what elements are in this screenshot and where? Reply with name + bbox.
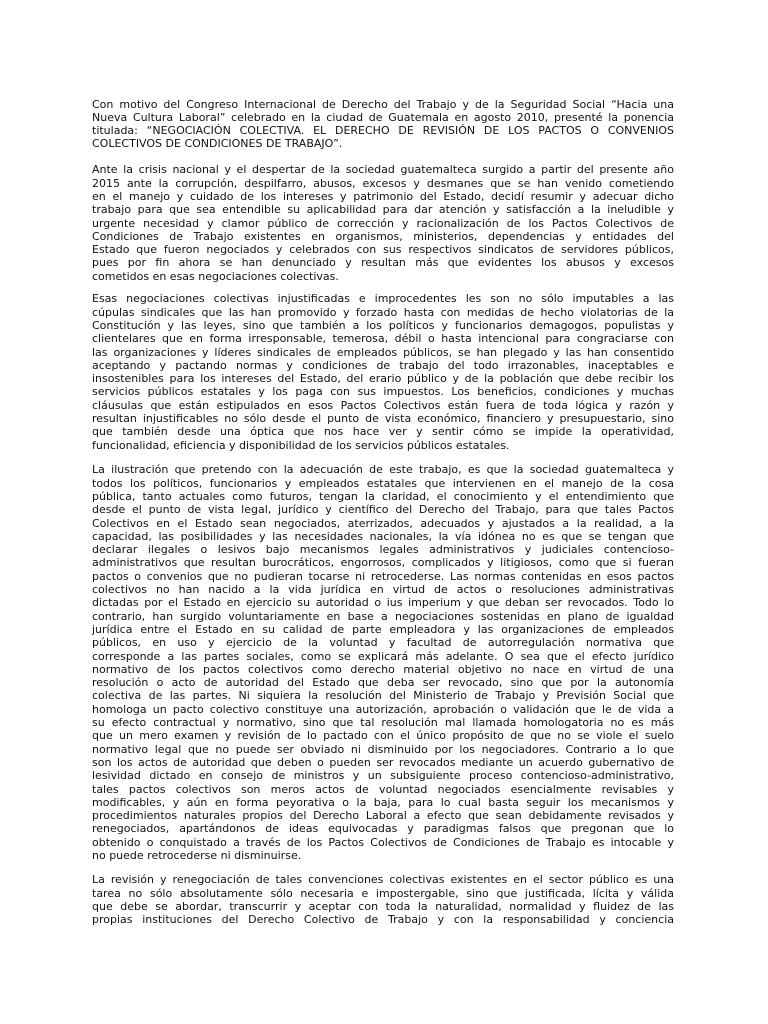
text-line: las organizaciones y líderes sindicales de empleados públicos, se han plegado y las han consentido [92,345,674,359]
text-line: que un mero examen y revisión de lo pactado con el único propósito de que no se viole el suelo [92,729,674,743]
text-line: insostenibles para los intereses del Estado, del erario público y de la población que debe recibir los [92,372,674,386]
paragraph-4 [92,463,674,862]
text-line: declarar ilegales o lesivos bajo mecanismos legales administrativos y judiciales contencioso- [92,543,674,557]
text-line: pública, tanto actuales como futuros, tengan la claridad, el conocimiento y el entendimiento que [92,489,674,503]
text-line: administrativos que resultan burocráticos, engorrosos, complicados y litigiosos, como que si fueran [92,556,674,570]
text-line: procedimientos naturales propios del Derecho Laboral a efecto que sean debidamente revisados y [92,809,674,823]
text-line: en el manejo y cuidado de los intereses y patrimonio del Estado, decidí resumir y adecuar dicho [92,189,674,203]
text-line: Con motivo del Congreso Internacional de Derecho del Trabajo y de la Seguridad Social “Hacia una [92,97,674,111]
text-line: Nueva Cultura Laboral” celebrado en la ciudad de Guatemala en agosto 2010, presenté la ponencia [92,110,674,124]
text-line: colectivos no han nacido a la vida jurídica en virtud de actos o resoluciones administrativas [92,583,674,597]
text-line: Estado que fueron negociados y celebrados con sus respectivos sindicatos de servidores públicos, [92,243,674,257]
text-line: cláusulas que están estipulados en esos Pactos Colectivos están fuera de toda lógica y razón y [92,398,674,412]
text-line: La ilustración que pretendo con la adecuación de este trabajo, es que la sociedad guatemalteca y [92,463,674,477]
text-line: servicios públicos estatales y los paga con sus impuestos. Los beneficios, condiciones y muchas [92,385,674,399]
text-line: urgente necesidad y clamor público de corrección y racionalización de los Pactos Colectivos de [92,216,674,230]
text-line: 2015 ante la corrupción, despilfarro, abusos, excesos y desmanes que se han venido cometiendo [92,176,674,190]
text-line: resolución o acto de autoridad del Estado que deba ser revocado, sino que por la autonomía [92,676,674,690]
text-line: son los actos de autoridad que deben o pueden ser revocados mediante un acuerdo gubernativo de [92,755,674,769]
text-line: normativo de los pactos colectivos como derecho material objetivo no nace en virtud de una [92,662,674,676]
text-line: corresponde a las partes sociales, como se explicará más adelante. O sea que el efecto jurídico [92,649,674,663]
text-line: tales pactos colectivos son meros actos de voluntad negociados esencialmente revisables y [92,782,674,796]
text-line: su efecto contractual y normativo, sino que tal resolución mal llamada homologatoria no es más [92,716,674,730]
text-line: Esas negociaciones colectivas injustificadas e improcedentes les son no sólo imputables a las [92,292,674,306]
text-line: propias instituciones del Derecho Colectivo de Trabajo y con la responsabilidad y conciencia [92,913,674,927]
text-line: renegociados, apartándonos de ideas equivocadas y paradigmas falsos que pregonan que lo [92,822,674,836]
text-line: modificables, y aún en forma peyorativa o la baja, para lo cual basta seguir los mecanismos y [92,795,674,809]
text-line: titulada: “NEGOCIACIÓN COLECTIVA. EL DERECHO DE REVISIÓN DE LOS PACTOS O CONVENIOS [92,124,674,138]
text-line: lesividad dictado en consejo de ministros y un subsiguiente proceso contencioso-administrativo, [92,769,674,783]
text-line: contrario, han surgido voluntariamente en base a negociaciones sostenidas en plano de igualdad [92,609,674,623]
text-line: Ante la crisis nacional y el despertar de la sociedad guatemalteca surgido a partir del presente año [92,163,674,177]
text-line: COLECTIVOS DE CONDICIONES DE TRABAJO”. [92,137,343,151]
text-line: obtenido o conquistado a través de los Pactos Colectivos de Condiciones de Trabajo es intocable y [92,835,674,849]
text-line: colectiva de las partes. Ni siquiera la resolución del Ministerio de Trabajo y Previsión Social que [92,689,674,703]
paragraph-1 [92,98,674,151]
paragraph-2 [92,163,674,283]
text-line: La revisión y renegociación de tales convenciones colectivas existentes en el sector público es una [92,873,674,887]
text-line: capacidad, las posibilidades y las necesidades nacionales, la vía idónea no es que se tengan que [92,529,674,543]
text-line: públicos, en uso y ejercicio de la voluntad y facultad de autorregulación normativa que [92,636,674,650]
text-line: resultan injustificables no sólo desde el punto de vista económico, financiero y presupuestario, sino [92,412,674,426]
paragraph-3 [92,292,674,452]
text-line: pues por fin ahora se han denunciado y resultan más que evidentes los abusos y excesos [92,256,674,270]
text-line: no puede retrocederse ni disminuirse. [92,849,302,862]
text-line: funcionalidad, eficiencia y disponibilidad de los servicios públicos estatales. [92,438,510,452]
text-line: jurídica entre el Estado en su calidad de parte empleadora y las organizaciones de empleados [92,622,674,636]
text-line: que también desde una óptica que nos hace ver y sentir cómo se impide la operatividad, [92,425,674,439]
text-line: desde el punto de vista legal, jurídico y científico del Derecho del Trabajo, para que tales Pactos [92,503,674,517]
text-line: Condiciones de Trabajo existentes en organismos, ministerios, dependencias y entidades del [92,229,674,243]
text-line: tarea no sólo absolutamente sólo necesaria e impostergable, sino que justificada, lícita y válida [92,886,674,900]
text-line: pactos o convenios que no pudieran tocarse ni retrocederse. Las normas contenidas en esos pactos [92,569,674,583]
text-line: Constitución y las leyes, sino que también a los políticos y funcionarios demagogos, populistas y [92,318,674,332]
text-line: homologa un pacto colectivo constituye una autorización, aprobación o validación que le de vida a [92,702,674,716]
text-line: dictadas por el Estado en ejercicio su autoridad o ius imperium y que deban ser revocados. Todo lo [92,596,674,610]
text-line: cúpulas sindicales que las han promovido y forzado hasta con medidas de hecho violatorias de la [92,305,674,319]
text-line: trabajo para que sea entendible su aplicabilidad para dar atención y satisfacción a la ineludible y [92,203,674,217]
text-line: Colectivos en el Estado sean negociados, aterrizados, adecuados y ajustados a la realidad, a la [92,516,674,530]
paragraph-5 [92,873,674,926]
text-line: aceptando y pactando normas y condiciones de trabajo del todo irrazonables, inaceptables e [92,358,674,372]
text-line: clientelares que en forma irresponsable, temerosa, débil o hasta intencional para congraciarse con [92,332,674,346]
text-line: que debe se abordar, transcurrir y aceptar con toda la naturalidad, normalidad y fluidez de las [92,899,674,913]
text-line: normativo legal que no puede ser obviado ni disminuido por los negociadores. Contrario a lo que [92,742,674,756]
text-line: todos los políticos, funcionarios y empleados estatales que intervienen en el manejo de la cosa [92,476,674,490]
text-line: cometidos en esas negociaciones colectivas. [92,269,339,283]
